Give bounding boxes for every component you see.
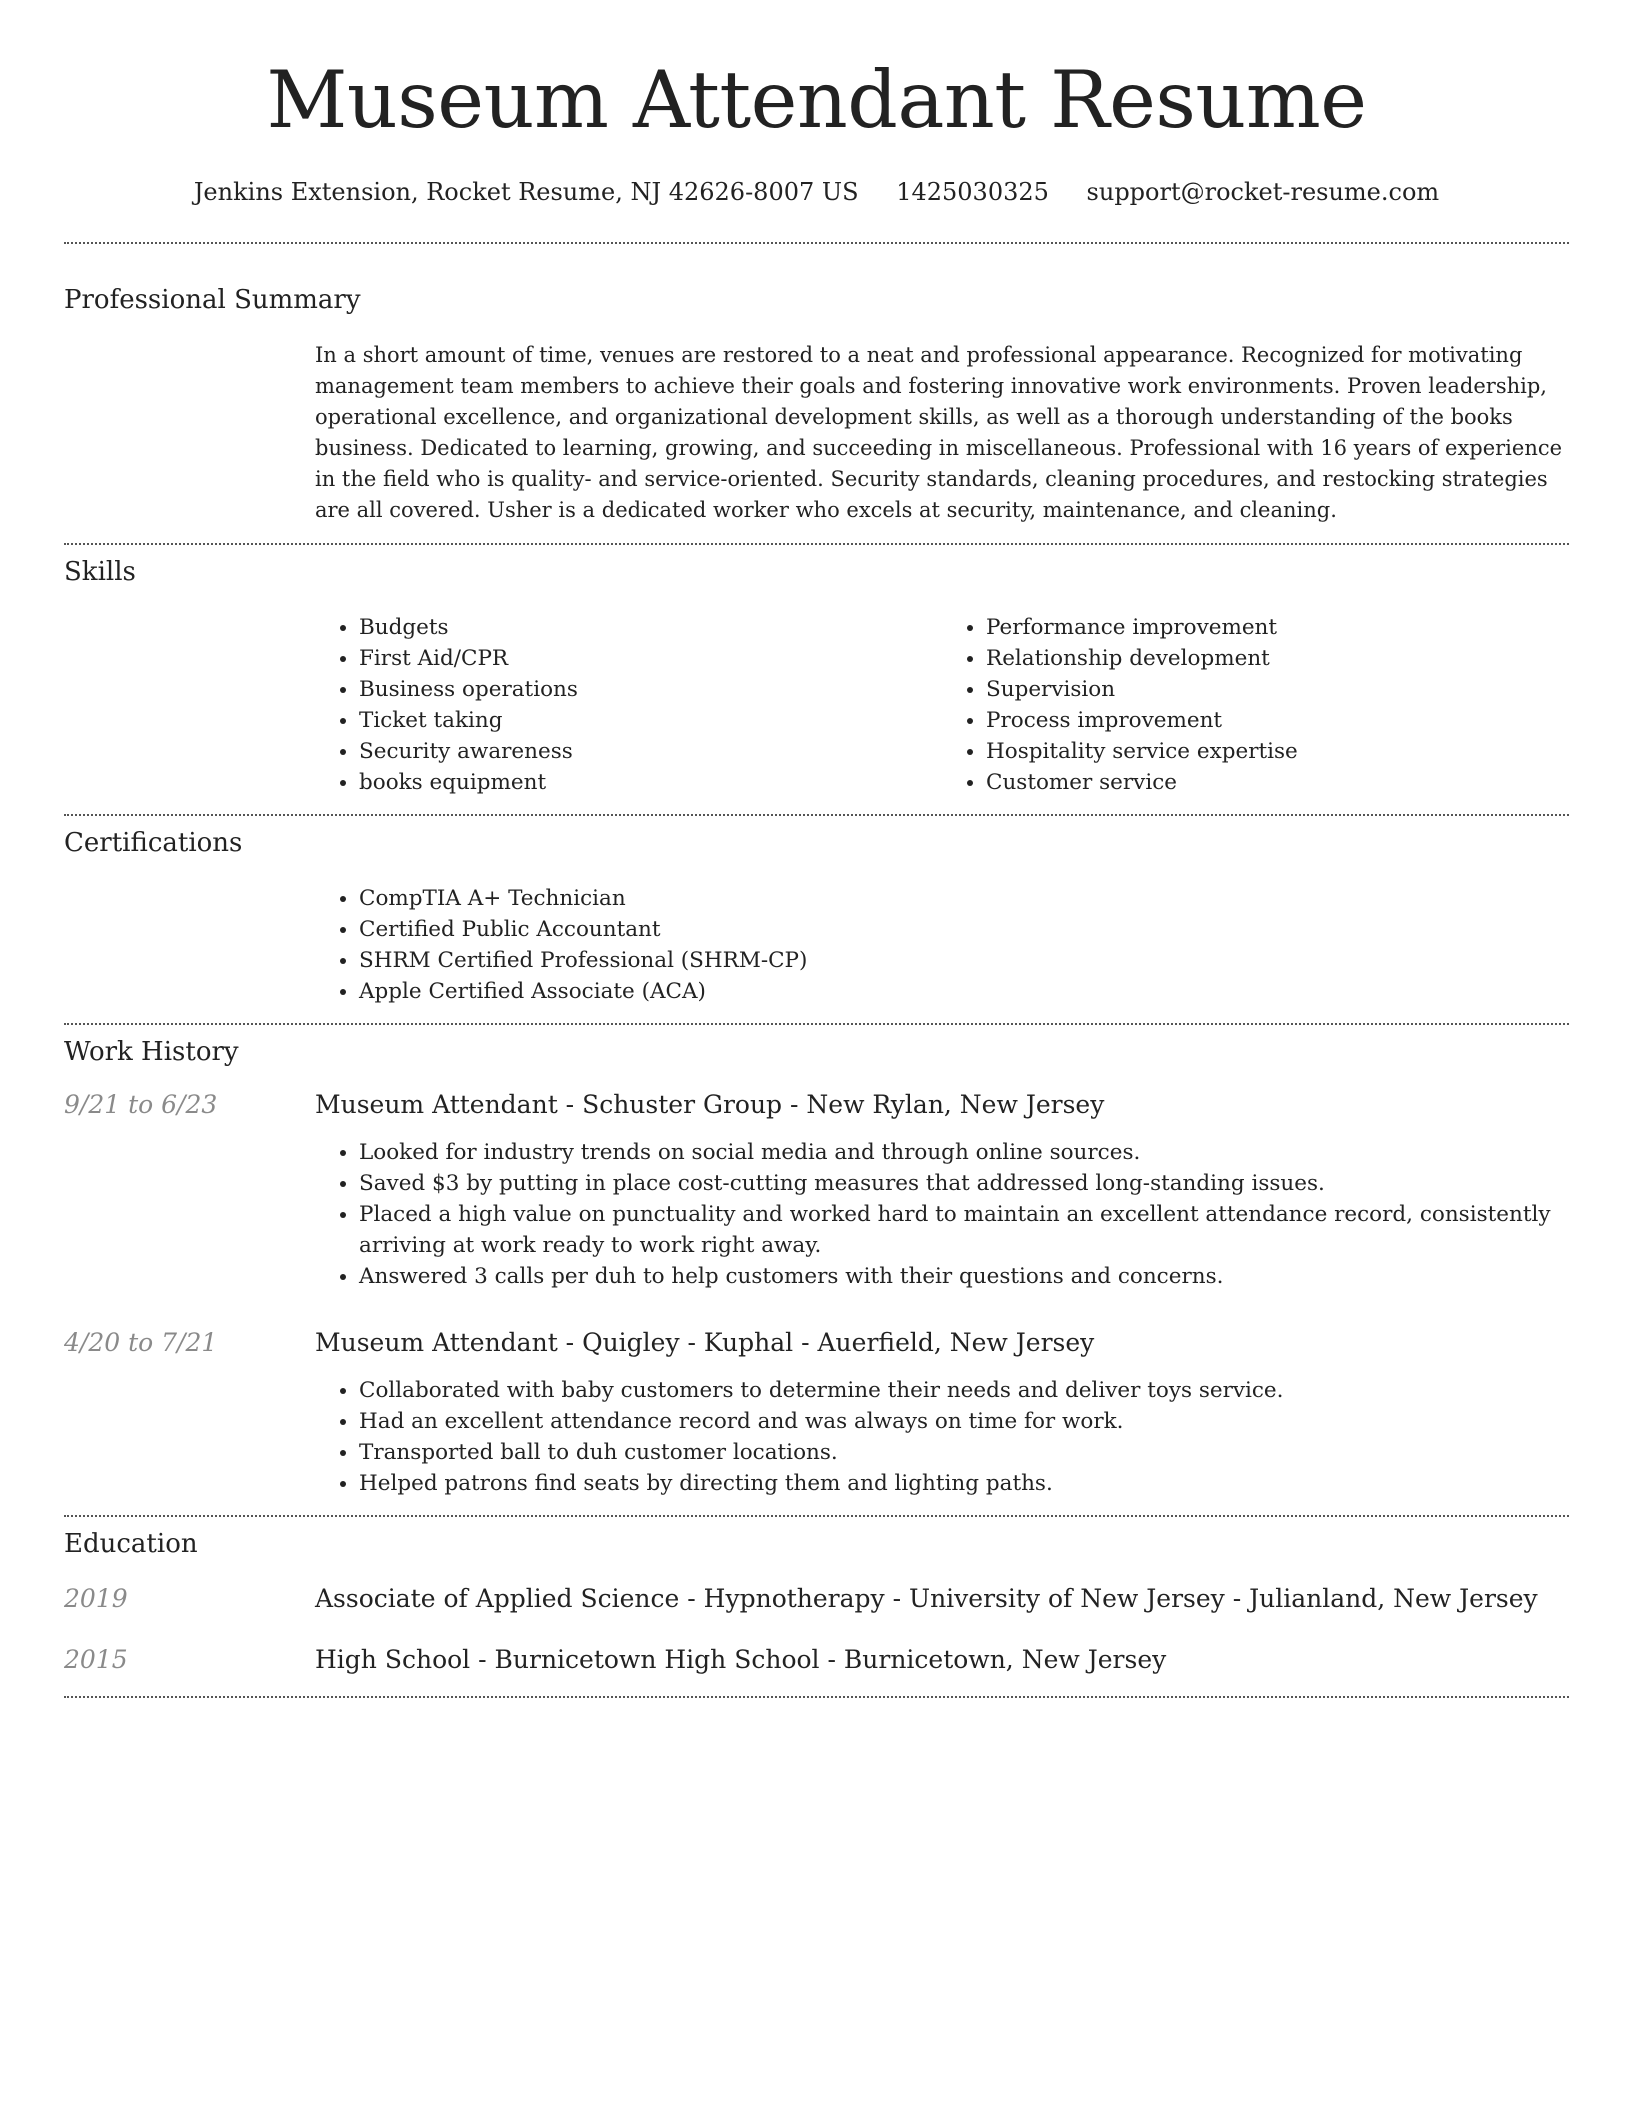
skill-item: • First Aid/CPR	[359, 643, 942, 674]
job-dates: 9/21 to 6/23	[64, 1090, 218, 1119]
skills-column-left	[315, 612, 942, 798]
job-bullets	[315, 1375, 1569, 1499]
job-title: Museum Attendant - Quigley - Kuphal - Auerfield, New Jersey	[315, 1328, 1095, 1357]
skill-item: • Hospitality service expertise	[986, 736, 1569, 767]
skill-item: • Budgets	[359, 612, 942, 643]
phone-text: 1425030325	[896, 178, 1049, 206]
resume-page	[64, 0, 1569, 1698]
divider	[64, 814, 1569, 816]
contact-line	[64, 176, 1569, 208]
summary-heading: Professional Summary	[64, 285, 361, 315]
job-entry	[64, 1328, 1569, 1499]
job-bullet: • Collaborated with baby customers to determine their needs and deliver toys service.	[359, 1375, 1569, 1406]
education-year: 2015	[64, 1645, 128, 1674]
work-history-heading: Work History	[64, 1037, 239, 1067]
education-title: High School - Burnicetown High School - Burnicetown, New Jersey	[315, 1645, 1167, 1674]
skill-item: • Supervision	[986, 674, 1569, 705]
skill-item: • Business operations	[359, 674, 942, 705]
certification-item: • SHRM Certified Professional (SHRM-CP)	[359, 945, 1569, 976]
divider	[64, 242, 1569, 244]
summary-text: In a short amount of time, venues are restored to a neat and professional appearance. Recognized for motivating management team members to achieve their goals and fostering innovative work environments. Proven leadership, operational excellence, and organizational development skills, as well as a thorough understanding of the books business. Dedicated to learning, growing, and succeeding in miscellaneous. Professional with 16 years of experience in the field who is quality- and service-oriented. Security standards, cleaning procedures, and restocking strategies are all covered. Usher is a dedicated worker who excels at security, maintenance, and cleaning.	[315, 343, 1563, 522]
education-title: Associate of Applied Science - Hypnotherapy - University of New Jersey - Julianland, New Jersey	[315, 1584, 1538, 1613]
skill-item: • Security awareness	[359, 736, 942, 767]
certifications-heading: Certifications	[64, 828, 243, 858]
divider	[64, 543, 1569, 545]
skill-item: • Performance improvement	[986, 612, 1569, 643]
education-year: 2019	[64, 1584, 128, 1613]
skill-item: • Ticket taking	[359, 705, 942, 736]
skills-list	[315, 612, 1569, 798]
job-bullet: • Had an excellent attendance record and was always on time for work.	[359, 1406, 1569, 1437]
education-entry	[64, 1584, 1569, 1613]
page-title: Museum Attendant Resume	[266, 54, 1367, 146]
skill-item: • Relationship development	[986, 643, 1569, 674]
skill-item: • Process improvement	[986, 705, 1569, 736]
divider	[64, 1023, 1569, 1025]
job-bullet: • Answered 3 calls per duh to help customers with their questions and concerns.	[359, 1261, 1569, 1292]
job-bullet: • Transported ball to duh customer locations.	[359, 1437, 1569, 1468]
job-bullet: • Looked for industry trends on social media and through online sources.	[359, 1137, 1569, 1168]
job-entry	[64, 1090, 1569, 1292]
email-link[interactable]: support@rocket-resume.com	[1086, 178, 1440, 206]
skill-item: • books equipment	[359, 767, 942, 798]
certification-item: • CompTIA A+ Technician	[359, 883, 1569, 914]
skills-column-right	[942, 612, 1569, 798]
skills-heading: Skills	[64, 557, 136, 587]
divider	[64, 1696, 1569, 1698]
job-bullet: • Placed a high value on punctuality and worked hard to maintain an excellent attendance record, consistently arriving at work ready to work right away.	[359, 1199, 1569, 1261]
job-bullet: • Helped patrons find seats by directing them and lighting paths.	[359, 1468, 1569, 1499]
education-heading: Education	[64, 1529, 198, 1559]
education-entry	[64, 1645, 1569, 1674]
job-bullets	[315, 1137, 1569, 1292]
certification-item: • Certified Public Accountant	[359, 914, 1569, 945]
certifications-list	[315, 883, 1569, 1007]
address-text: Jenkins Extension, Rocket Resume, NJ 42626-8007 US	[193, 178, 859, 206]
skill-item: • Customer service	[986, 767, 1569, 798]
divider	[64, 1515, 1569, 1517]
certification-item: • Apple Certified Associate (ACA)	[359, 976, 1569, 1007]
job-title: Museum Attendant - Schuster Group - New Rylan, New Jersey	[315, 1090, 1105, 1119]
job-bullet: • Saved $3 by putting in place cost-cutting measures that addressed long-standing issues.	[359, 1168, 1569, 1199]
job-dates: 4/20 to 7/21	[64, 1328, 218, 1357]
